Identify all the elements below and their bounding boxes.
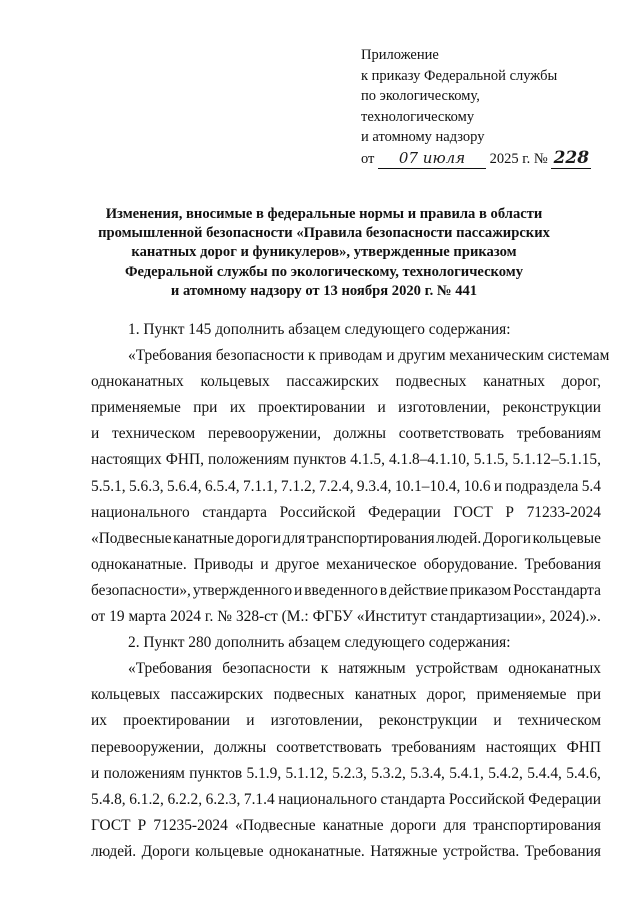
text-line: «Требования безопасности к приводам и другим механическим системам bbox=[128, 347, 610, 365]
word: 5.3.4, bbox=[410, 764, 445, 782]
word: кольцевых bbox=[91, 686, 161, 704]
word: Приводы bbox=[193, 555, 254, 573]
word: устройствам bbox=[415, 660, 499, 678]
word: должны bbox=[214, 738, 267, 756]
word: при bbox=[576, 686, 601, 704]
word: натяжным bbox=[338, 660, 406, 678]
word: национального bbox=[278, 790, 377, 808]
word: другое bbox=[275, 555, 320, 573]
text-line bbox=[91, 839, 601, 865]
word: ФГБУ bbox=[312, 608, 353, 626]
word: при bbox=[193, 399, 218, 417]
word: 5.4.2, bbox=[488, 764, 523, 782]
annex-block bbox=[361, 45, 631, 169]
word: 10.6 bbox=[463, 477, 491, 495]
word: и bbox=[246, 712, 255, 730]
word: 7.2.4, bbox=[318, 477, 354, 495]
word: пассажирских bbox=[170, 686, 264, 704]
word: 10.1–10.4, bbox=[394, 477, 461, 495]
word: Российской bbox=[279, 503, 356, 521]
word: 5.5.1, bbox=[91, 477, 126, 495]
word: 5.4.6, bbox=[566, 764, 601, 782]
word: 5.4 bbox=[581, 477, 601, 495]
word: 5.2.3, bbox=[332, 764, 367, 782]
word: безопасности bbox=[222, 660, 311, 678]
word: 7.1.2, bbox=[280, 477, 316, 495]
word: Федерации bbox=[528, 790, 601, 808]
annex-date-line bbox=[361, 148, 631, 170]
word: Федерации bbox=[368, 503, 441, 521]
word: проектировании bbox=[258, 399, 366, 417]
word: 5.1.9, bbox=[246, 764, 282, 782]
word: «Подвесные bbox=[91, 529, 172, 547]
word: ФНП bbox=[566, 738, 601, 756]
word: стандарта bbox=[202, 503, 268, 521]
word: одноканатные. bbox=[269, 842, 365, 860]
word: 6.2.3, bbox=[205, 790, 241, 808]
word: изготовлении, bbox=[398, 399, 491, 417]
word: настоящих bbox=[91, 451, 162, 469]
word: 4.1.5, bbox=[350, 451, 385, 469]
word: 5.4.1, bbox=[449, 764, 484, 782]
word: в bbox=[379, 581, 388, 599]
paragraph-2: 2. Пункт 280 дополнить абзацем следующего содержания: bbox=[128, 634, 511, 652]
text-line bbox=[91, 421, 601, 447]
word: Р bbox=[505, 503, 514, 521]
word: положениям bbox=[208, 451, 290, 469]
text-line bbox=[91, 813, 601, 839]
annex-agency-line-1: по экологическому, bbox=[361, 88, 480, 104]
word: перевооружении, bbox=[207, 425, 321, 443]
word: г. bbox=[204, 608, 214, 626]
word: дорог, bbox=[426, 686, 467, 704]
word: и bbox=[91, 425, 100, 443]
word: введенного bbox=[304, 581, 378, 599]
word: 5.6.3, bbox=[128, 477, 164, 495]
heading-line: и атомному надзору от 13 ноября 2020 г. № 441 bbox=[170, 282, 478, 299]
word: «Институт bbox=[356, 608, 427, 626]
text-line bbox=[91, 526, 601, 552]
word: оборудование. bbox=[423, 555, 518, 573]
text-line bbox=[91, 474, 601, 500]
word: 6.2.2, bbox=[167, 790, 203, 808]
word: техническом bbox=[112, 425, 196, 443]
text-line bbox=[91, 395, 601, 421]
word: реконструкции bbox=[378, 712, 478, 730]
word: техническом bbox=[517, 712, 601, 730]
word: подраздела bbox=[505, 477, 579, 495]
word: № bbox=[217, 608, 232, 626]
word: Р bbox=[137, 816, 147, 834]
word: для bbox=[443, 816, 467, 834]
word: устройства. bbox=[442, 842, 520, 860]
word: 19 bbox=[109, 608, 125, 626]
word: изготовлении, bbox=[270, 712, 363, 730]
word: Российской bbox=[448, 790, 525, 808]
word: 5.1.12–5.1.15, bbox=[512, 451, 601, 469]
word: стандартизации», bbox=[430, 608, 546, 626]
word: людей. bbox=[91, 842, 137, 860]
word: приказом bbox=[449, 581, 512, 599]
word: соответствовать bbox=[276, 738, 382, 756]
word: канатных bbox=[354, 686, 417, 704]
word: проектировании bbox=[123, 712, 231, 730]
word: должны bbox=[333, 425, 386, 443]
word: требованиям bbox=[391, 738, 476, 756]
text-line bbox=[91, 604, 601, 630]
annex-order-line: к приказу Федеральной службы bbox=[361, 67, 558, 84]
word: перевооружении, bbox=[91, 738, 204, 756]
text-line bbox=[91, 552, 601, 578]
word: канатные bbox=[173, 529, 234, 547]
word: одноканатные. bbox=[91, 555, 187, 573]
word: 2024).». bbox=[549, 608, 601, 626]
text-line bbox=[91, 369, 601, 395]
word: (М.: bbox=[281, 608, 309, 626]
word: транспортирования bbox=[306, 529, 435, 547]
text-line bbox=[91, 708, 601, 734]
word: дорог, bbox=[561, 373, 601, 391]
handwritten-order-number: 228 bbox=[551, 148, 591, 170]
text-line bbox=[91, 735, 601, 761]
word: марта bbox=[128, 608, 167, 626]
annex-agency-line-3: и атомному надзору bbox=[361, 129, 485, 145]
text-line bbox=[91, 682, 601, 708]
word: 7.1.4 bbox=[243, 790, 275, 808]
word: кольцевые bbox=[532, 529, 601, 547]
word: действие bbox=[389, 581, 448, 599]
word: 7.1.1, bbox=[242, 477, 278, 495]
word: требованиям bbox=[516, 425, 601, 443]
word: и bbox=[493, 477, 503, 495]
word: 6.5.4, bbox=[204, 477, 240, 495]
quote-1 bbox=[91, 343, 610, 630]
word: 2024 bbox=[170, 608, 201, 626]
word: от bbox=[91, 608, 106, 626]
word: пунктов bbox=[189, 764, 243, 782]
word: Дороги bbox=[482, 529, 531, 547]
text-line bbox=[91, 500, 601, 526]
word: и bbox=[294, 581, 303, 599]
heading-line: Федеральной службы по экологическому, технологическому bbox=[124, 263, 524, 280]
document-body bbox=[91, 317, 610, 865]
text-line bbox=[91, 656, 601, 682]
word: канатных bbox=[483, 373, 545, 391]
word: для bbox=[282, 529, 306, 547]
word: 5.4.4, bbox=[527, 764, 562, 782]
word: пунктов bbox=[293, 451, 347, 469]
word: ФНП, bbox=[165, 451, 204, 469]
annex-title: Приложение bbox=[361, 47, 439, 63]
word: Росстандарта bbox=[513, 581, 601, 599]
word: 5.4.8, bbox=[91, 790, 126, 808]
word: 328-ст bbox=[235, 608, 278, 626]
word: дороги bbox=[235, 529, 282, 547]
heading-line: промышленной безопасности «Правила безопасности пассажирских bbox=[98, 225, 550, 242]
year-number-label: 2025 г. № bbox=[489, 150, 548, 167]
word: 9.3.4, bbox=[356, 477, 392, 495]
word: стандарта bbox=[380, 790, 446, 808]
word: канатные bbox=[322, 816, 384, 834]
word: 6.1.2, bbox=[129, 790, 164, 808]
paragraph-1: 1. Пункт 145 дополнить абзацем следующего содержания: bbox=[128, 321, 511, 338]
word: 5.1.5, bbox=[473, 451, 509, 469]
word: транспортирования bbox=[473, 816, 601, 834]
word: их bbox=[91, 712, 107, 730]
word: и bbox=[493, 712, 502, 730]
annex-agency-line-2: технологическому bbox=[361, 108, 475, 125]
text-line bbox=[91, 787, 601, 813]
word: механическое bbox=[326, 555, 417, 573]
word: применяемые bbox=[91, 399, 181, 417]
word: «Требования bbox=[128, 660, 213, 678]
word: «Подвесные bbox=[235, 816, 316, 834]
word: национального bbox=[91, 503, 190, 521]
word: настоящих bbox=[485, 738, 557, 756]
document-heading bbox=[92, 205, 556, 301]
word: и bbox=[260, 555, 269, 573]
word: дороги bbox=[390, 816, 437, 834]
word: Требования bbox=[524, 842, 601, 860]
word: и bbox=[377, 399, 386, 417]
word: одноканатных bbox=[508, 660, 601, 678]
word: 71233-2024 bbox=[526, 503, 601, 521]
word: пассажирских bbox=[286, 373, 379, 391]
word: их bbox=[229, 399, 246, 417]
word: Требования bbox=[524, 555, 601, 573]
word: соответствовать bbox=[398, 425, 505, 443]
word: применяемые bbox=[476, 686, 567, 704]
text-line bbox=[91, 578, 601, 604]
word: 5.3.2, bbox=[371, 764, 406, 782]
word: подвесных bbox=[395, 373, 467, 391]
word: одноканатных bbox=[91, 373, 184, 391]
word: Дороги bbox=[141, 842, 190, 860]
word: ГОСТ bbox=[453, 503, 493, 521]
word: 5.1.12, bbox=[285, 764, 328, 782]
word: 5.6.4, bbox=[166, 477, 202, 495]
word: подвесных bbox=[273, 686, 345, 704]
word: реконструкции bbox=[502, 399, 601, 417]
text-line bbox=[91, 761, 601, 787]
word: кольцевые bbox=[195, 842, 264, 860]
word: Натяжные bbox=[370, 842, 438, 860]
word: 4.1.8–4.1.10, bbox=[388, 451, 470, 469]
heading-line: Изменения, вносимые в федеральные нормы и правила в области bbox=[105, 206, 543, 222]
quote-2 bbox=[91, 656, 601, 865]
from-word: от bbox=[361, 150, 375, 167]
word: утвержденного bbox=[192, 581, 293, 599]
word: ГОСТ bbox=[91, 816, 131, 834]
word: людей. bbox=[436, 529, 482, 547]
word: положениям bbox=[103, 764, 185, 782]
word: и bbox=[91, 764, 100, 782]
word: кольцевых bbox=[200, 373, 270, 391]
text-line bbox=[91, 447, 601, 473]
heading-line: канатных дорог и фуникулеров», утвержденные приказом bbox=[131, 244, 517, 261]
handwritten-date: 07 июля bbox=[378, 148, 486, 170]
word: 71235-2024 bbox=[153, 816, 228, 834]
word: безопасности», bbox=[91, 581, 191, 599]
word: к bbox=[320, 660, 329, 678]
